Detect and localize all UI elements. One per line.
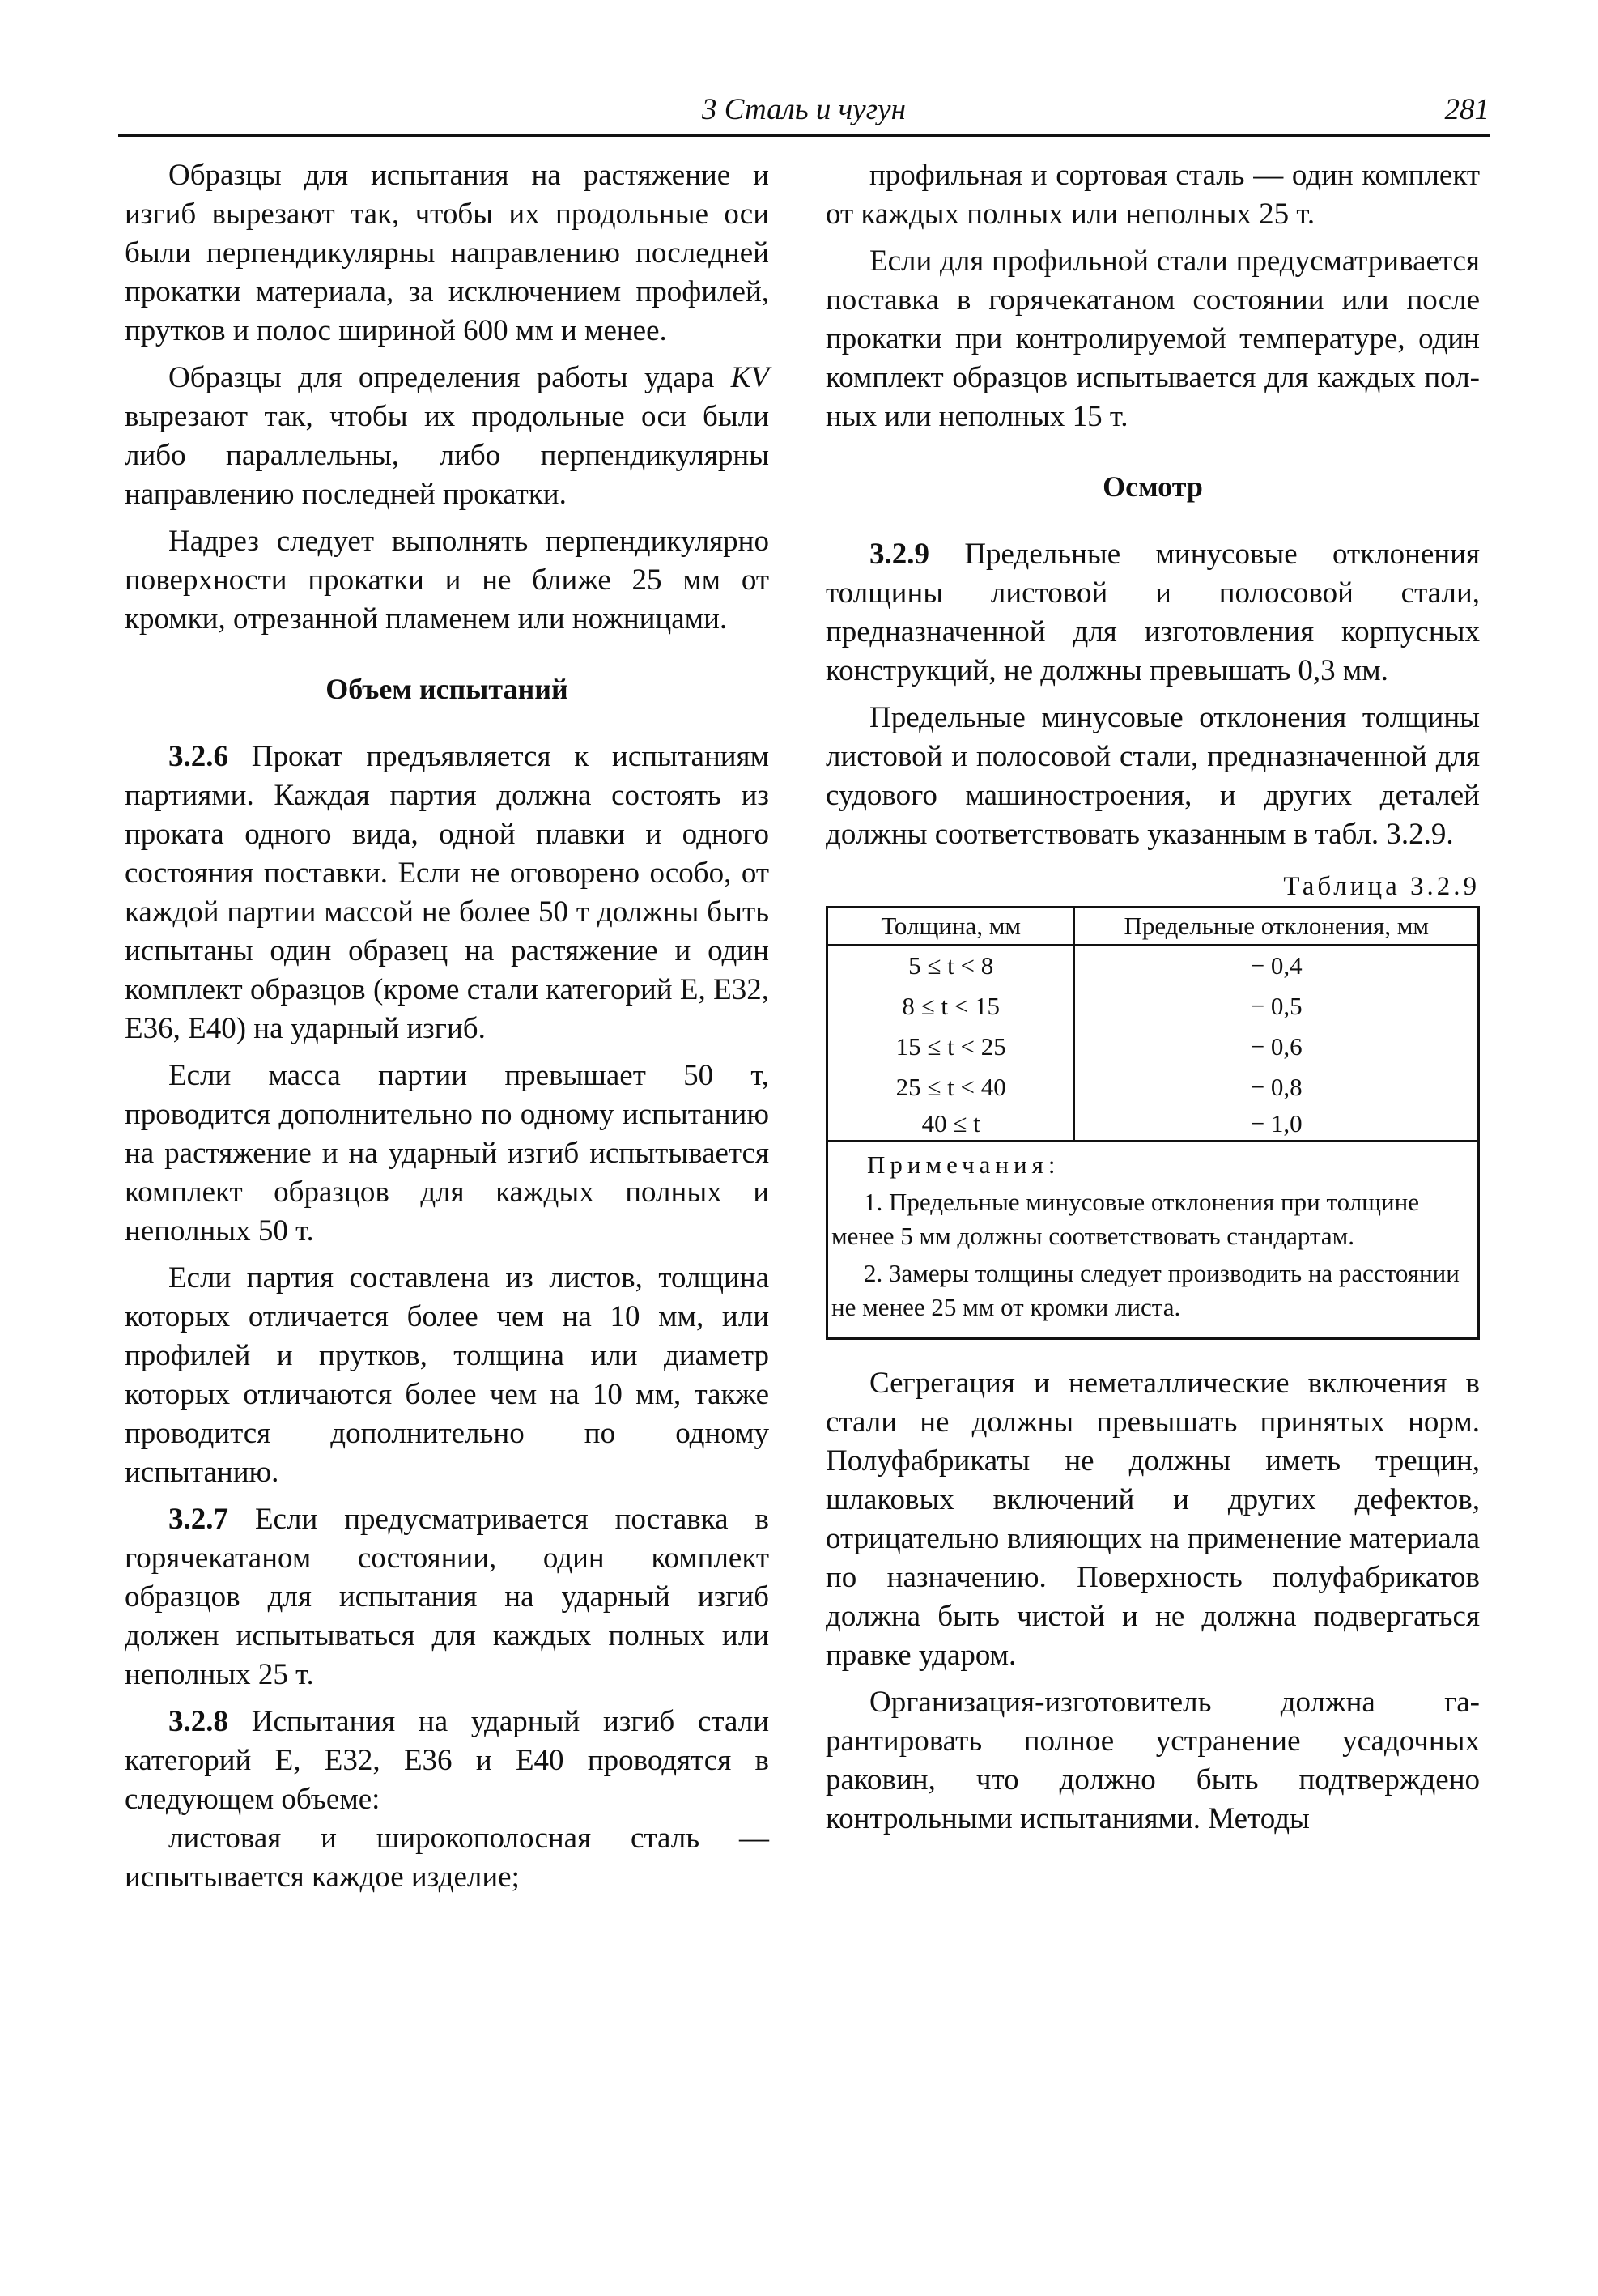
right-column	[826, 156, 1480, 1847]
table-notes-row	[827, 1141, 1479, 1339]
table-cell: 40 ≤ t	[827, 1108, 1075, 1141]
clause-3-2-7	[125, 1500, 769, 1694]
table-cell: − 1,0	[1074, 1108, 1478, 1141]
paragraph: профильная и сортовая сталь — один комплект от каждых полных или неполных 25 т.	[826, 159, 1480, 231]
kv-symbol: KV	[730, 361, 769, 394]
table-row	[827, 1027, 1479, 1067]
paragraph: Если для профильной стали предусматривается поставка в горячекатаном состоянии или после прокатки при контролируемой температуре, один комплект образцов испытывается для каждых полных или неполных 15 т.	[826, 244, 1480, 433]
clause-number: 3.2.8	[168, 1705, 228, 1738]
table-notes	[827, 1141, 1479, 1339]
clause-number: 3.2.9	[869, 538, 929, 571]
paragraph: Сегрегация и неметаллические включения в стали не должны превышать принятых норм. Полуфабрикаты не должны иметь трещин, шлаковых включений и других дефектов, отрицательно влияющих на применение материала по назначению. Поверхность полуфабрикатов должна быть чистой и не должна подвергаться правке ударом.	[826, 1367, 1480, 1672]
paragraph: листовая и широкополосная сталь — испытывается каждое изделие;	[125, 1822, 769, 1894]
page-number: 281	[1444, 93, 1490, 126]
section-heading-inspection: Осмотр	[1103, 470, 1203, 503]
column-header-deviation: Предельные отклонения, мм	[1074, 908, 1478, 946]
table-cell: − 0,6	[1074, 1027, 1478, 1067]
table-caption: Таблица 3.2.9	[1283, 872, 1480, 901]
paragraph: Предельные минусовые отклонения толщины листовой и полосовой стали, предназначенной для судового машиностроения, и других деталей должны соответствовать указанным в табл. 3.2.9.	[826, 701, 1480, 851]
paragraph: Если партия составлена из листов, толщина которых отличается более чем на 10 мм, или профилей и прутков, толщина или диаметр которых отличаются более чем на 10 мм, также проводится дополнительно по одному испытанию.	[125, 1261, 769, 1489]
clause-text: Предельные минусовые отклонения толщины листовой и полосовой стали, предназначенной для изготовления корпусных конструкций, не должны превышать 0,3 мм.	[826, 538, 1480, 687]
paragraph: Организация-изготовитель должна гарантировать полное устранение усадочных раковин, что должно быть подтверждено контрольными испытаниями. Методы	[826, 1686, 1480, 1835]
clause-text: Прокат предъявляется к испытаниям партиями. Каждая партия должна состоять из проката одного вида, одной плавки и одного состояния поставки. Если не оговорено особо, от каждой партии массой не более 50 т должны быть испытаны один образец на растяжение и один комплект образцов (кроме стали категорий Е, Е32, Е36, Е40) на ударный изгиб.	[125, 740, 769, 1045]
table-cell: 25 ≤ t < 40	[827, 1067, 1075, 1108]
table-header-row	[827, 908, 1479, 946]
paragraph: Надрез следует выполнять перпендикулярно поверхности прокатки и не ближе 25 мм от кромки, отрезанной пламенем или ножницами.	[125, 525, 769, 636]
notes-title: Примечания:	[867, 1150, 1060, 1179]
clause-3-2-6	[125, 738, 769, 1048]
clause-3-2-8	[125, 1703, 769, 1819]
clause-3-2-9	[826, 535, 1480, 691]
paragraph-text: вырезают так, чтобы их продольные оси были либо параллельны, либо перпендикулярны направлению последней прокатки.	[125, 400, 769, 511]
table-row	[827, 1067, 1479, 1108]
table-row	[827, 986, 1479, 1027]
table-row	[827, 1108, 1479, 1141]
clause-number: 3.2.6	[168, 740, 228, 773]
column-header-thickness: Толщина, мм	[827, 908, 1075, 946]
clause-text: Испытания на ударный изгиб стали категорий Е, Е32, Е36 и Е40 проводятся в следующем объеме:	[125, 1705, 769, 1816]
page-header	[118, 89, 1490, 137]
table-note: 2. Замеры толщины следует производить на расстоянии не менее 25 мм от кромки листа.	[831, 1259, 1460, 1321]
table-cell: 8 ≤ t < 15	[827, 986, 1075, 1027]
table-cell: − 0,5	[1074, 986, 1478, 1027]
paragraph-text: Образцы для определения работы удара	[168, 361, 731, 394]
clause-text: Если предусматривается поставка в горячекатаном состоянии, один комплект образцов для испытания на ударный изгиб должен испытываться для каждых полных или неполных 25 т.	[125, 1503, 769, 1691]
section-heading-volume: Объем испытаний	[325, 673, 568, 705]
running-title: 3 Сталь и чугун	[702, 93, 906, 126]
table-cell: 5 ≤ t < 8	[827, 945, 1075, 986]
table-row	[827, 945, 1479, 986]
left-column	[125, 156, 769, 1905]
table-cell: − 0,4	[1074, 945, 1478, 986]
paragraph: Если масса партии превышает 50 т, проводится дополнительно по одному испытанию на растяжение и на ударный изгиб испытывается комплект образцов для каждых полных и неполных 50 т.	[125, 1059, 769, 1248]
paragraph	[125, 359, 769, 514]
paragraph: Образцы для испытания на растяжение и изгиб вырезают так, чтобы их продольные оси были перпендикулярны направлению последней прокатки материала, за исключением профилей, прутков и полос шириной 600 мм и менее.	[125, 159, 769, 347]
table-note: 1. Предельные минусовые отклонения при толщине менее 5 мм должны соответствовать стандартам.	[831, 1188, 1419, 1250]
thickness-deviation-table	[826, 906, 1480, 1340]
table-cell: 15 ≤ t < 25	[827, 1027, 1075, 1067]
clause-number: 3.2.7	[168, 1503, 228, 1536]
table-cell: − 0,8	[1074, 1067, 1478, 1108]
